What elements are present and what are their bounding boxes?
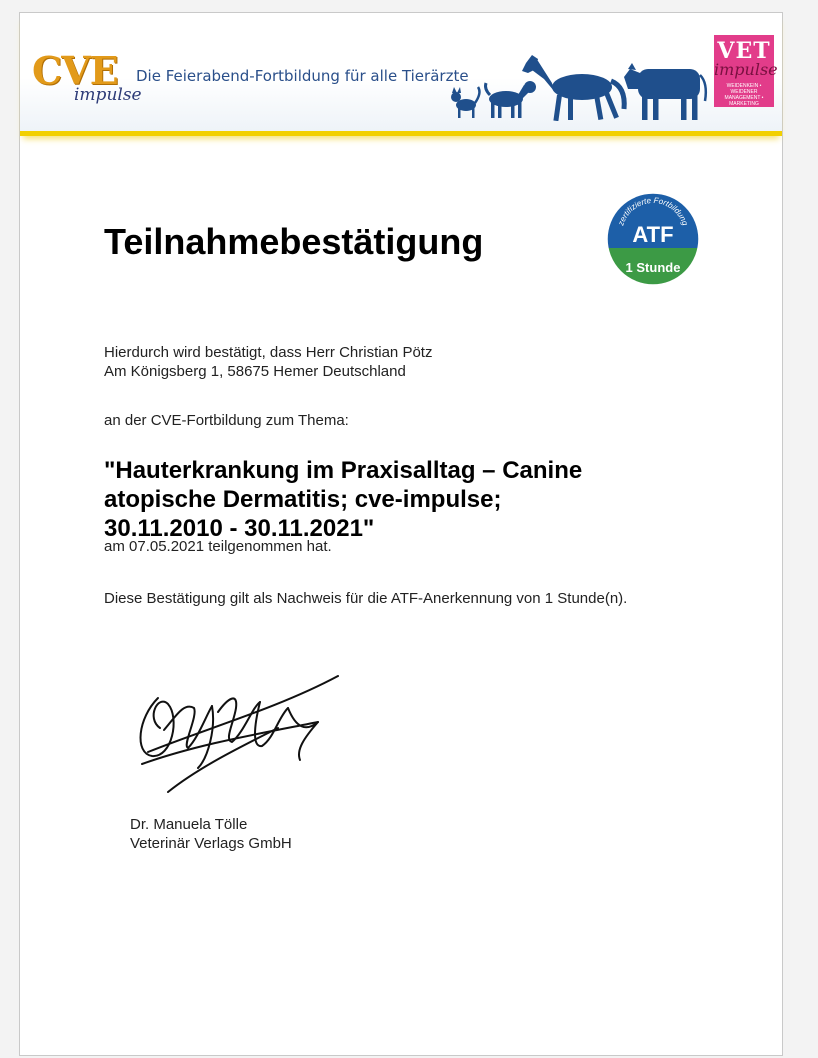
attendance-date: am 07.05.2021 teilgenommen hat. xyxy=(104,538,332,555)
course-topic-line-2: atopische Dermatitis; cve-impulse; xyxy=(104,486,502,513)
cve-logo-subtext: impulse xyxy=(74,85,142,105)
vet-logo-subtext: impulse xyxy=(714,60,778,79)
course-topic-line-1: "Hauterkrankung im Praxisalltag – Canine xyxy=(104,457,583,484)
seal-hours: 1 Stunde xyxy=(625,260,681,275)
course-topic xyxy=(104,456,704,543)
header-tagline: Die Feierabend-Fortbildung für alle Tierärzte xyxy=(136,67,469,85)
cve-logo-text: CVE xyxy=(32,48,118,93)
signature-icon xyxy=(128,668,353,798)
course-topic-line-3: 30.11.2010 - 30.11.2021" xyxy=(104,515,375,542)
header-banner xyxy=(20,13,782,136)
recognition-statement: Diese Bestätigung gilt als Nachweis für die ATF-Anerkennung von 1 Stunde(n). xyxy=(104,590,628,607)
certificate-title: Teilnahmebestätigung xyxy=(104,221,484,262)
vet-impulse-logo xyxy=(714,35,778,107)
certificate-page xyxy=(19,12,783,1056)
intro-line-2: Am Königsberg 1, 58675 Hemer Deutschland xyxy=(104,363,406,380)
atf-seal-icon xyxy=(604,190,702,288)
signer-company: Veterinär Verlags GmbH xyxy=(130,835,292,852)
topic-intro: an der CVE-Fortbildung zum Thema: xyxy=(104,412,349,429)
intro-line-1: Hierdurch wird bestätigt, dass Herr Christian Pötz xyxy=(104,344,433,361)
seal-label: ATF xyxy=(632,222,674,247)
seal-arc-text: zertifizierte Fortbildung xyxy=(616,195,690,227)
cve-impulse-logo xyxy=(32,48,142,107)
signer-name: Dr. Manuela Tölle xyxy=(130,816,248,833)
animals-silhouette-icon xyxy=(448,43,712,121)
vet-logo-fineprint: WEIDENKEIN • WEIDENER MANAGEMENT • MARKETING xyxy=(724,83,764,107)
vet-logo-text: VET xyxy=(717,38,771,64)
